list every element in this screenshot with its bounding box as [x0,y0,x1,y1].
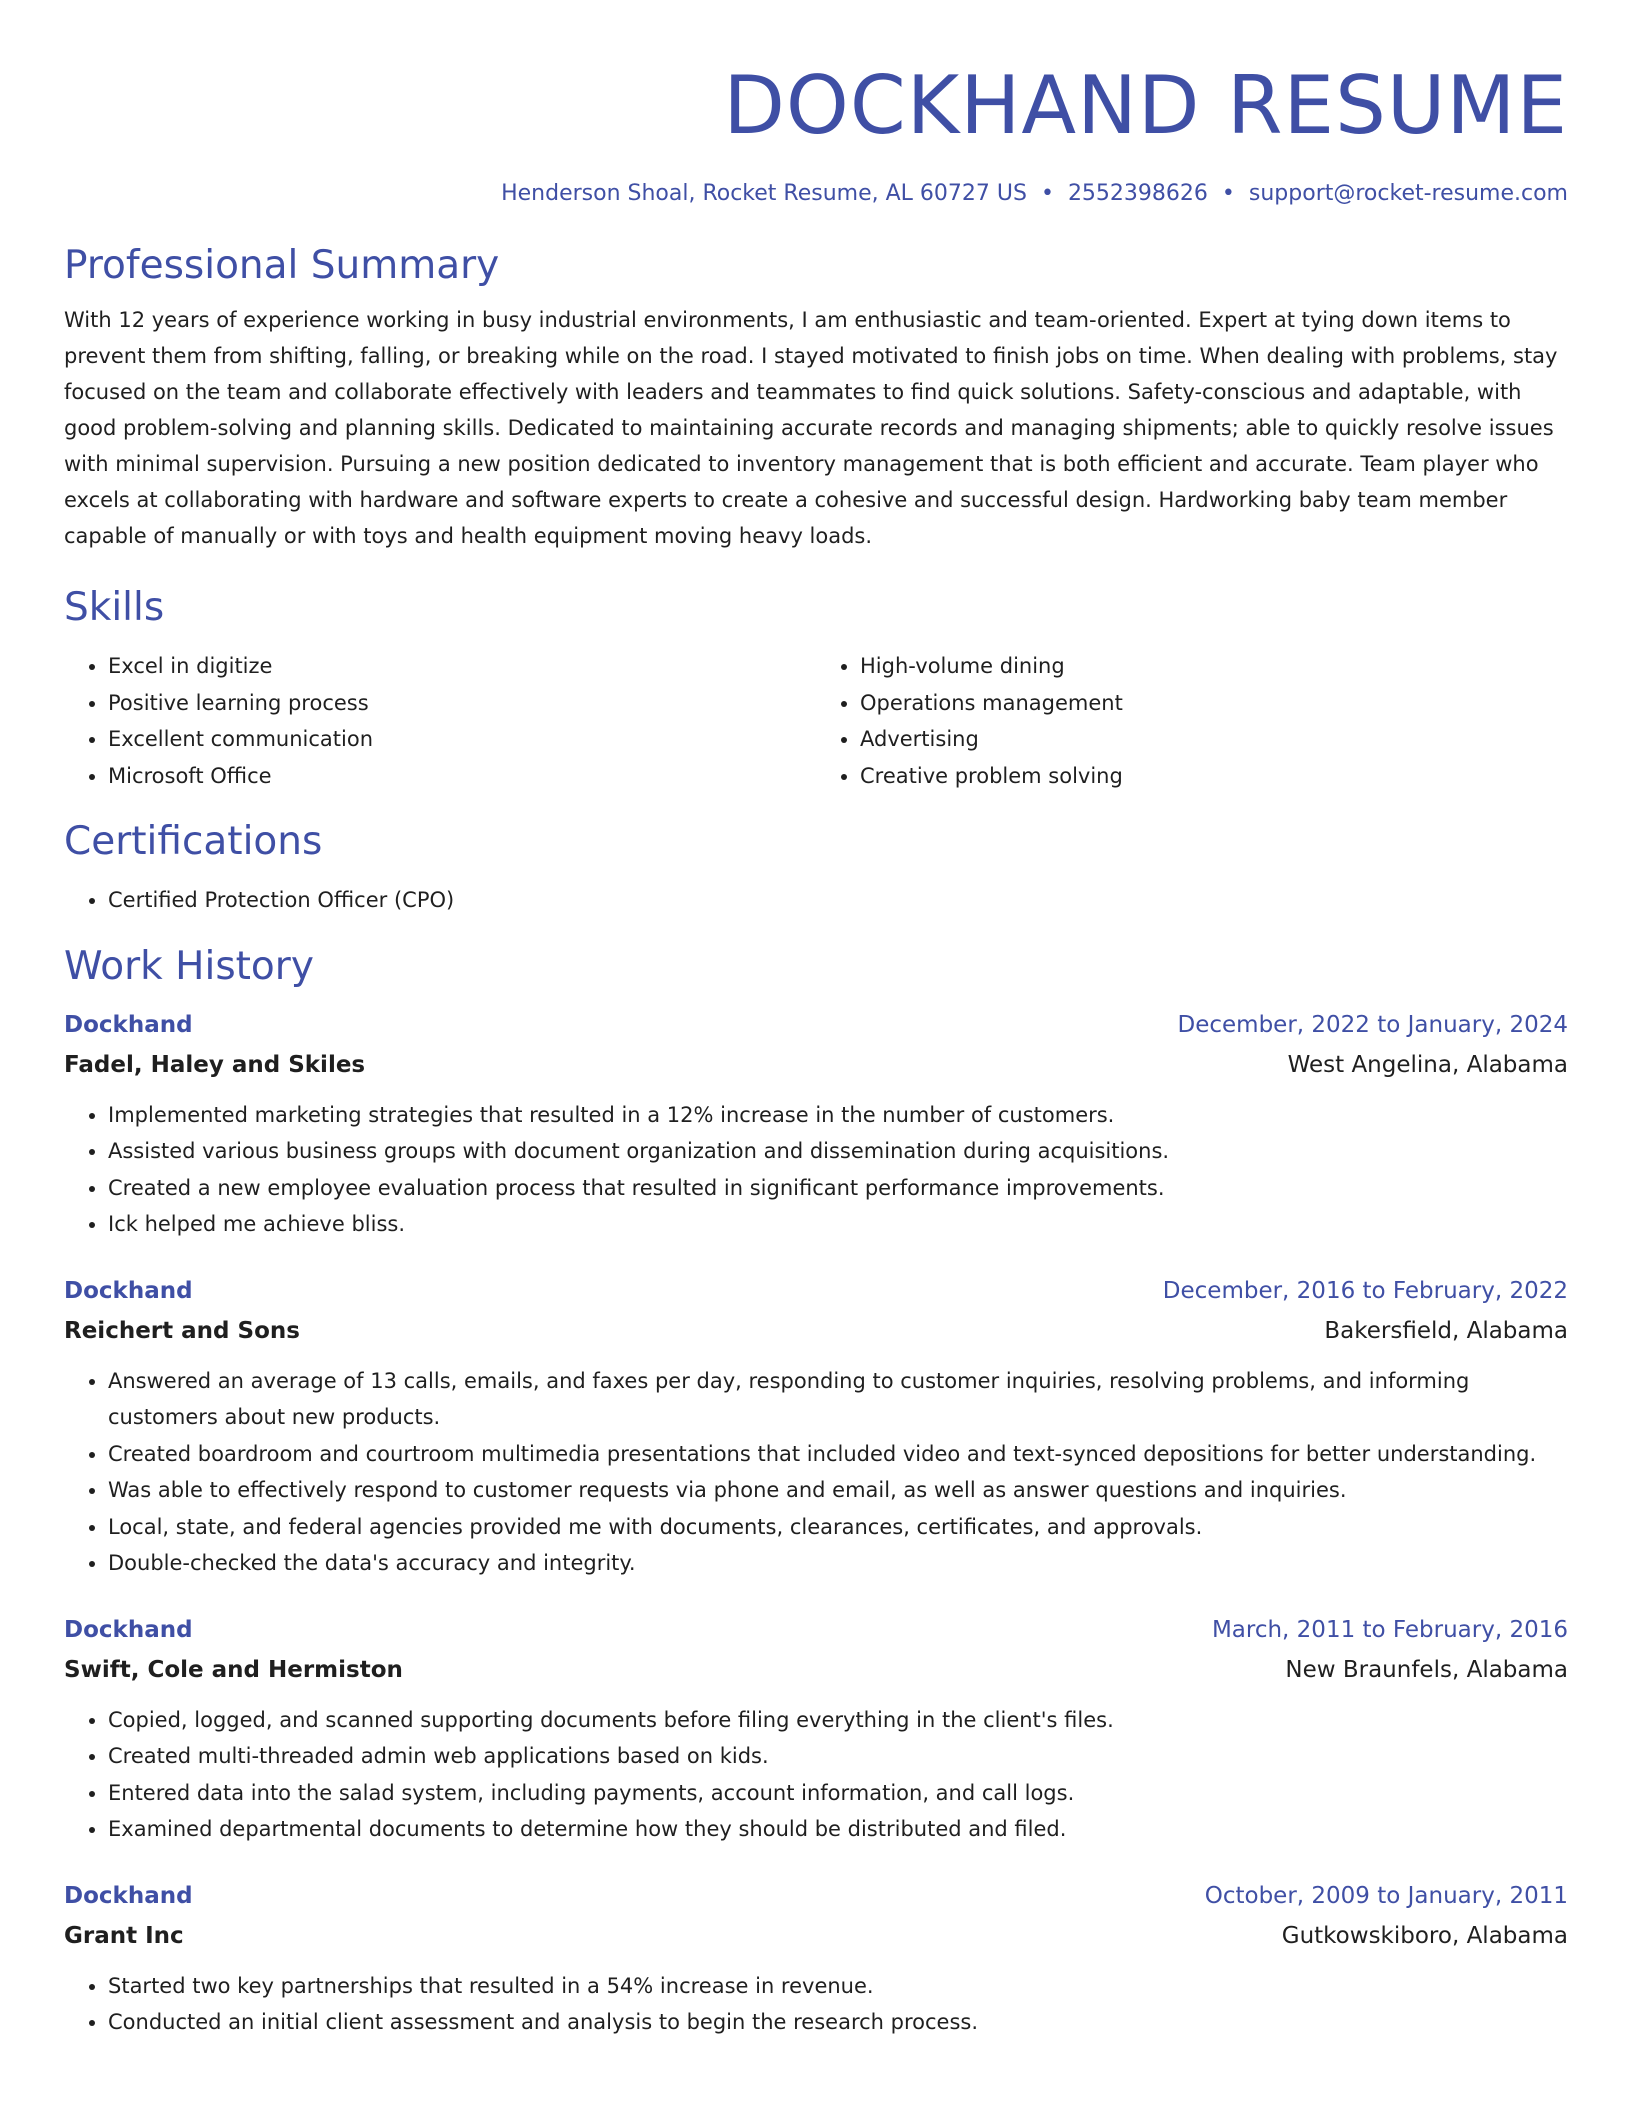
job-bullet: • Answered an average of 13 calls, emails, and faxes per day, responding to customer inquiries, resolving problems, and informing customers about new products. [108,1363,1568,1436]
job-entry [64,1271,1568,1582]
skill-item: • Creative problem solving [860,758,1568,795]
job-entry [64,1005,1568,1243]
job-bullet: • Examined departmental documents to determine how they should be distributed and filed. [108,1811,1568,1848]
skills-list-right [816,648,1568,794]
job-title: Dockhand [64,1882,193,1909]
job-location: New Braunfels, Alabama [1285,1656,1568,1683]
contact-phone: 2552398626 [1067,181,1208,206]
job-bullet: • Ick helped me achieve bliss. [108,1206,1568,1243]
job-dates: March, 2011 to February, 2016 [1211,1616,1568,1643]
skill-item: • Excellent communication [108,721,816,758]
skill-item: • Positive learning process [108,685,816,722]
resume-name: DOCKHAND RESUME [723,59,1568,152]
job-bullet: • Implemented marketing strategies that resulted in a 12% increase in the number of customers. [108,1097,1568,1134]
contact-line [64,180,1568,208]
skill-item: • Microsoft Office [108,758,816,795]
job-company: Fadel, Haley and Skiles [64,1051,366,1078]
job-company-row [64,1916,1568,1956]
job-bullet: • Copied, logged, and scanned supporting documents before filing everything in the client's files. [108,1702,1568,1739]
job-company-row [64,1045,1568,1085]
job-title-row [64,1610,1568,1650]
job-title: Dockhand [64,1277,193,1304]
job-company-row [64,1311,1568,1351]
job-title-row [64,1876,1568,1916]
job-location: Bakersfield, Alabama [1324,1317,1568,1344]
job-bullet: • Started two key partnerships that resulted in a 54% increase in revenue. [108,1968,1568,2005]
job-location: West Angelina, Alabama [1287,1051,1568,1078]
job-bullet: • Double-checked the data's accuracy and integrity. [108,1545,1568,1582]
skills-list-left [64,648,816,794]
contact-separator: • [1221,181,1235,206]
skills-section [64,584,1568,794]
job-bullet: • Entered data into the salad system, including payments, account information, and call logs. [108,1775,1568,1812]
job-bullet: • Conducted an initial client assessment and analysis to begin the research process. [108,2004,1568,2041]
job-location: Gutkowskiboro, Alabama [1281,1922,1568,1949]
job-company-row [64,1650,1568,1690]
section-title-summary: Professional Summary [64,243,500,288]
job-bullet: • Local, state, and federal agencies provided me with documents, clearances, certificates, and approvals. [108,1509,1568,1546]
job-dates: December, 2016 to February, 2022 [1162,1277,1568,1304]
job-bullets [64,1097,1568,1243]
skill-item: • Operations management [860,685,1568,722]
job-bullet: • Assisted various business groups with document organization and dissemination during acquisitions. [108,1133,1568,1170]
skill-item: • Advertising [860,721,1568,758]
summary-text: With 12 years of experience working in busy industrial environments, I am enthusiastic and team-oriented. Expert at tying down items to prevent them from shifting, falling, or breaking while on the road. I stayed motivated to finish jobs on time. When dealing with problems, stay focused on the team and collaborate effectively with leaders and teammates to find quick solutions. Safety-conscious and adaptable, with good problem-solving and planning skills. Dedicated to maintaining accurate records and managing shipments; able to quickly resolve issues with minimal supervision. Pursuing a new position dedicated to inventory management that is both efficient and accurate. Team player who excels at collaborating with hardware and software experts to create a cohesive and successful design. Hardworking baby team member capable of manually or with toys and health equipment moving heavy loads. [64,308,1558,548]
skills-grid [64,648,1568,794]
job-company: Grant Inc [64,1922,184,1949]
job-dates: October, 2009 to January, 2011 [1204,1882,1568,1909]
resume-header [64,58,1568,208]
job-title: Dockhand [64,1616,193,1643]
contact-email: support@rocket-resume.com [1248,181,1568,206]
job-title-row [64,1271,1568,1311]
contact-address: Henderson Shoal, Rocket Resume, AL 60727 US [501,181,1027,206]
job-bullets [64,1968,1568,2041]
work-history-section [64,943,1568,2041]
job-company: Swift, Cole and Hermiston [64,1656,403,1683]
job-bullet: • Created multi-threaded admin web applications based on kids. [108,1738,1568,1775]
section-title-skills: Skills [64,585,165,630]
skill-item: • Excel in digitize [108,648,816,685]
job-bullet: • Created boardroom and courtroom multimedia presentations that included video and text-synced depositions for better understanding. [108,1436,1568,1473]
certifications-list [64,882,1568,919]
contact-separator: • [1040,181,1054,206]
job-title-row [64,1005,1568,1045]
job-bullets [64,1702,1568,1848]
certifications-section [64,818,1568,919]
certification-item: • Certified Protection Officer (CPO) [108,882,1568,919]
job-bullets [64,1363,1568,1582]
section-title-work-history: Work History [64,943,314,989]
job-bullet: • Created a new employee evaluation process that resulted in significant performance improvements. [108,1170,1568,1207]
skill-item: • High-volume dining [860,648,1568,685]
summary-section [64,242,1568,554]
job-company: Reichert and Sons [64,1317,300,1344]
job-entry [64,1610,1568,1848]
job-title: Dockhand [64,1011,193,1038]
job-dates: December, 2022 to January, 2024 [1177,1011,1568,1038]
job-entry [64,1876,1568,2041]
section-title-certifications: Certifications [64,819,323,864]
job-bullet: • Was able to effectively respond to customer requests via phone and email, as well as answer questions and inquiries. [108,1472,1568,1509]
